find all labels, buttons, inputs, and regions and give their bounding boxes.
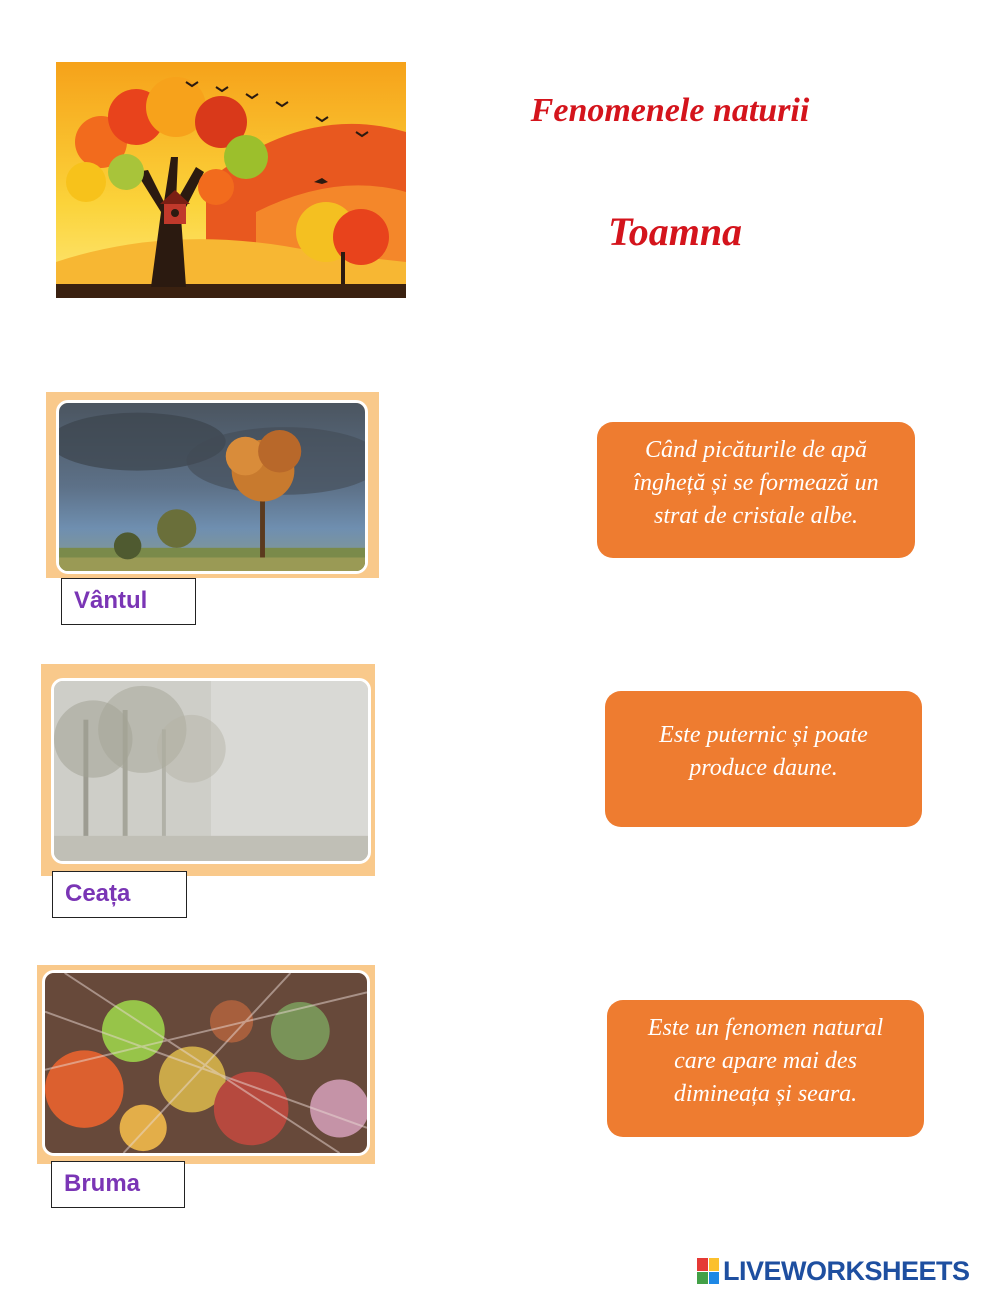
definition-card-2[interactable]: Este puternic și poate produce daune. bbox=[605, 691, 922, 827]
liveworksheets-logo bbox=[697, 1255, 970, 1287]
label-bruma[interactable]: Bruma bbox=[51, 1161, 185, 1208]
definition-card-1[interactable]: Când picăturile de apă îngheță și se formează un strat de cristale albe. bbox=[597, 422, 915, 558]
fog-photo-frame bbox=[41, 664, 375, 876]
page-title: Toamna bbox=[607, 209, 743, 254]
fog-photo bbox=[51, 678, 371, 864]
autumn-illustration bbox=[56, 62, 406, 298]
page-subtitle: Fenomenele naturii bbox=[530, 92, 810, 129]
wind-photo-frame bbox=[46, 392, 379, 578]
logo-text: LIVEWORKSHEETS bbox=[723, 1255, 970, 1286]
wind-photo bbox=[56, 400, 368, 574]
label-vantul[interactable]: Vântul bbox=[61, 578, 196, 625]
logo-icon bbox=[697, 1258, 719, 1284]
definition-card-3[interactable]: Este un fenomen natural care apare mai des dimineața și seara. bbox=[607, 1000, 924, 1137]
frost-photo-frame bbox=[37, 965, 375, 1164]
frost-photo bbox=[42, 970, 370, 1156]
label-ceata[interactable]: Ceața bbox=[52, 871, 187, 918]
